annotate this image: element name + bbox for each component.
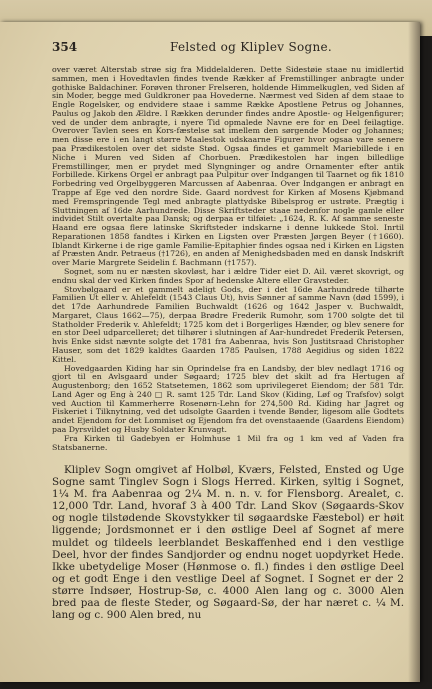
page-number: 354 bbox=[52, 40, 78, 54]
paragraph-kliplev: Kliplev Sogn omgivet af Holbøl, Kværs, Felsted, Ensted og Uge Sogne samt Tinglev Sogn i Slogs Herred. Kirken, syltig i Sognet, 1¼ M. fra Aabenraa og 2¼ M. n. n. v. for Flensborg. Arealet, c. 12,000 Tdr. Land, hvoraf 3 à 400 Tdr. Land Skov (Søgaards-Skov og nogle tilstødende Skovstykker til søgaardske Fæstebol) er høit liggende; Jordsmonnet er i den østlige Deel af Sognet af mere muldet og tildeels leerblandet Beskaffenhed end i den vestlige Deel, hvor der findes Sandjorder og endnu noget uopdyrket Hede. Ikke ubetydelige Moser (Hønmose o. fl.) findes i den østlige Deel og et godt Enge i den vestlige Deel af Sognet. I Sognet er der 2 større Indsøer, Hostrup-Sø, c. 4000 Alen lang og c. 3000 Alen bred paa de fleste Steder, og Søgaard-Sø, der har næret c. ¼ M. lang og c. 900 Alen bred, nu bbox=[52, 464, 404, 622]
body-text bbox=[52, 66, 404, 452]
paragraph-kiding: Hovedgaarden Kiding har sin Oprindelse fra en Landsby, der blev nedlagt 1716 og gjort til en Avlsgaard under Søgaard; 1725 blev det skilt ad fra Hertugen af Augustenborg; den 1652 Statsetemen, 1862 som uprivilegeret Eiendom; der 581 Tdr. Land Ager og Eng à 240 □ R. samt 125 Tdr. Land Skov (Kiding, Løf og Trafsfov) solgt ved Auction til Kammerherre Rosenørn-Lehn for 274,500 Rd. Kiding har Jagret og Fiskeriet i Tilknytning, ved det udsolgte Gaarden i tvende Bønder, ligesom alle Godtets andet Ejendom for det Lommiset og Ejendom fra det ovenstaaende (Gaardens Eiendom) paa Dyrsvildet og Husby Soldater Krunvagt. bbox=[52, 363, 404, 435]
book-gutter bbox=[408, 22, 420, 682]
paragraph-stovbolgaard: Stovbølgaard er et gammelt adeligt Gods, der i det 16de Aarhundrede tilhørte Familien Ut eller v. Ahlefeldt (1543 Claus Ut), hvis Sønner af samme Navn (død 1599), i det 17de Aarhundrede Familien Buchwaldt (1626 og 1642 Jasper v. Buchwaldt, Margaret, Claus 1662—75), derpaa Brødre Frederik Rumohr, som 1700 solgte det til Statholder Frederik v. Ahlefeldt; 1725 kom det i Borgerliges Hænder, og blev senere for en stor Deel udparcelleret; det tilhører i slutningen af Aar-hundredet Frederik Petersen, hvis Enke sidst nævnte solgte det 1781 fra Aabenraa, hvis Son Justitsraad Christopher Hauser, som det 1829 kaldtes Gaarden 1785 Paulsen, 1788 Aegidius og siden 1822 Kittel. bbox=[52, 284, 404, 364]
parish-section bbox=[52, 464, 404, 621]
book-page bbox=[0, 22, 420, 682]
page-header bbox=[52, 40, 402, 58]
paragraph-note: Fra Kirken til Gadebyen er Holmhuse 1 Mil fra og 1 km ved af Vaden fra Statsbanerne. bbox=[52, 433, 404, 452]
paragraph-parish-forest: Sognet, som nu er næsten skovløst, har i ældre Tider eiet D. Ail. været skovrigt, og endnu skal der ved Kirken findes Spor af hedenske Altere eller Gravsteder. bbox=[52, 266, 404, 285]
paragraph-altar: over været Alterstab strøe sig fra Middelalderen. Dette Sidestøie staae nu imidlertid sammen, men i Hovedtavlen findes tvende Rækker af Fremstillinger anbragte under gothiske Baldachiner. Forøven throner Frelseren, holdende Himmelkuglen, ved Siden af sin Moder, begge med Guldkroner paa Hovederne. Nærmest ved Siden af dem staae to Engle Rogelsker, og endvidere staae i samme Række Apostlene Petrus og Johannes, Paulus og Jakob den Ældre. I Rækken derunder findes andre Apostle- og Helgenfigurer; ved de under dem anbragte, i nyere Tid opmalede Navne ere for en Deel feilagtige. Overover Tavlen sees en Kors-fæstelse sat imellem den sørgende Moder og Johannes; men disse ere i en langt større Maalestok udskaarne Figurer hvor ogsaa vare senere paa Prædikestolen over det sidste Stød. Ogsaa findes et gammelt Mariebillede i en Niche i Muren ved Siden af Chorbuen. Prædikestolen har ingen billedlige Fremstillinger, men er prydet med Slyngninger og andre Ornamenter efter antik Forbillede. Kirkens Orgel er anbragt paa Pulpitur over Indgangen til Taarnet og fik 1810 Forbedring ved Orgelbyggeren Marcussen af Aabenraa. Over Indgangen er anbragt en Trappe af Ege ved den nordre Side. Gaard nordvest for Kirken af Mosens Kjøbmand med Fremspringende Tegl med anbragte plattydske Bibelsprog er ustrøte. Prægtig i Sluttningen af 16de Aarhundrede. Disse Skriftsteder staae nedenfor nogle gamle eller indvidet Stilt overtalte paa Dansk; og derpaa er tilføiet: „1624, R. K. Af samme seneste Haand ere ogsaa flere latinske Skriftsteder indskarne i denne lukkede Stol. Inrtil Reparationen 1858 fandtes i Kirken en Ligsten over Præsten Jørgen Beyer (†1660). Iblandt Kirkerne i de rige gamle Familie-Epitaphier findes ogsaa ned i Kirken en Ligsten af Præsten Andr. Petraeus (†1726), en anden af Menighedsbaden med en dansk Indskrift over Marie Margrete Seidelin f. Bachmann (†1757). bbox=[52, 65, 404, 268]
running-head: Felsted og Kliplev Sogne. bbox=[170, 40, 333, 54]
